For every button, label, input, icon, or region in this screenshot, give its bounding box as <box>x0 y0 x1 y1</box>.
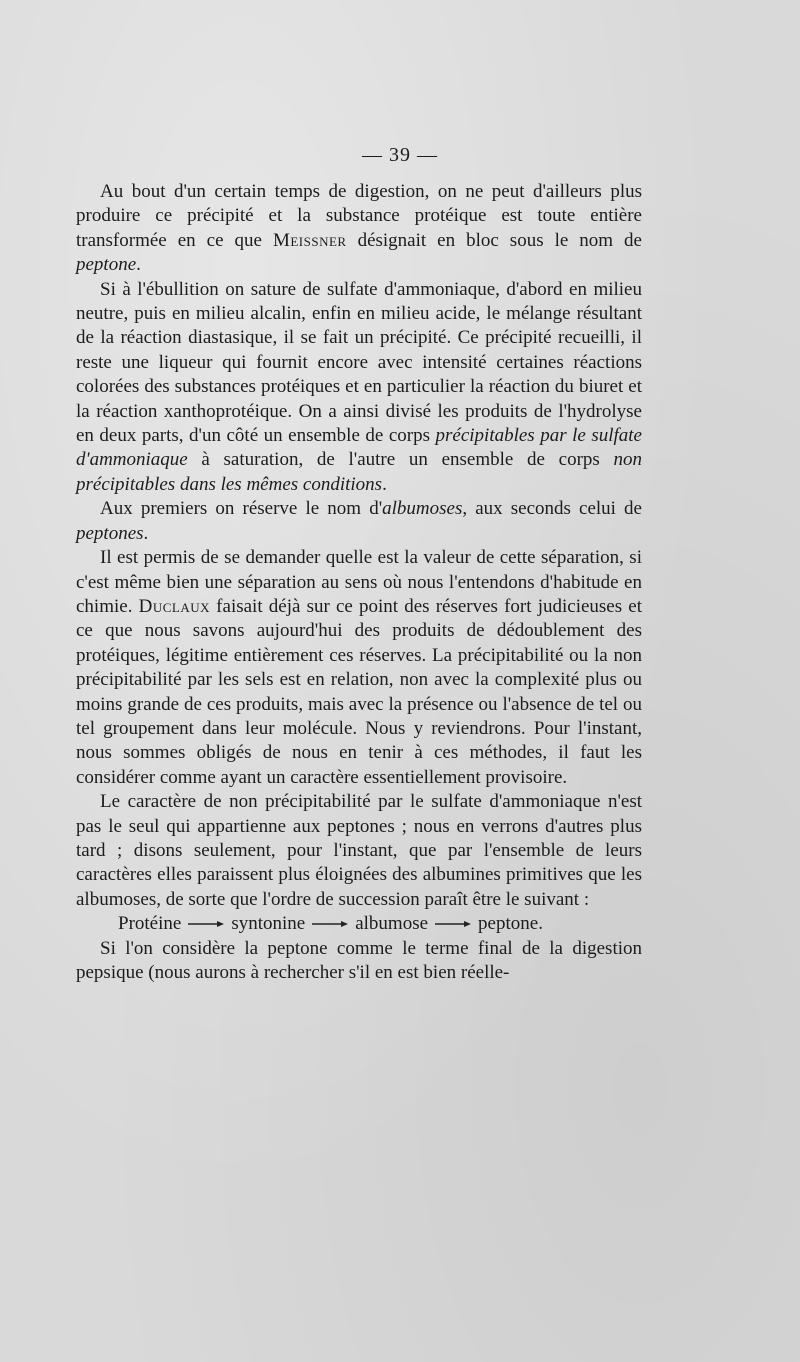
paragraph-4: Il est permis de se demander quelle est la valeur de cette séparation, si c'est même bien une séparation au sens où nous l'entendons d'habitude en chimie. Duclaux faisait déjà sur ce point des réserves fort judicieuses et ce que nous savons aujourd'hui des produits de dédoublement des protéiques, légitime entièrement ces réserves. La précipitabilité ou la non précipitabilité par les sels est en relation, non avec la complexité plus ou moins grande de ces produits, mais avec la présence ou l'absence de tel ou tel groupement dans leur molécule. Nous y reviendrons. Pour l'instant, nous sommes obligés de nous en tenir à ces méthodes, il faut les considérer comme ayant un caractère essentiellement provisoire. <box>76 547 643 788</box>
term-peptones: peptones <box>76 522 144 544</box>
page-number: — 39 — <box>362 144 438 166</box>
paragraph-6: Si l'on considère la peptone comme le terme final de la digestion pepsique (nous aurons à rechercher s'il en est bien réelle- <box>76 937 642 983</box>
term-peptone: peptone <box>76 254 137 276</box>
paragraph-5: Le caractère de non précipitabilité par le sulfate d'ammoniaque n'est pas le seul qui appartienne aux peptones ; nous en verrons d'autres plus tard ; disons seulement, pour l'instant, que par l'ensemble de leurs caractères elles paraissent plus éloignées des albumines primitives que les albumoses, de sorte que l'ordre de succession paraît être le suivant : <box>76 791 642 910</box>
emphasis-non-precipitables: non précipitables dans les mêmes conditions <box>76 449 642 495</box>
succession-formula <box>76 912 642 936</box>
author-name-meissner: Meissner <box>272 229 347 251</box>
formula-term-syntonine: syntonine <box>231 913 306 935</box>
paragraph-2: Si à l'ébullition on sature de sulfate d'ammoniaque, d'abord en milieu neutre, puis en milieu alcalin, enfin en milieu acide, le mélange résultant de la réaction diastasique, il se fait un précipité. Ce précipité recueilli, il reste une liqueur qui fournit encore avec intensité certaines réactions colorées des substances protéiques et en particulier la réaction du biuret et la réaction xanthoprotéique. On a ainsi divisé les produits de l'hydrolyse en deux parts, d'un côté un ensemble de corps précipitables par le sulfate d'ammoniaque à saturation, de l'autre un ensemble de corps non précipitables dans les mêmes conditions. <box>76 278 642 495</box>
emphasis-precipitables: précipitables par le sulfate d'ammoniaque <box>76 425 642 471</box>
formula-term-proteine: Protéine <box>118 913 182 935</box>
arrow-right-icon <box>434 919 472 929</box>
body-text <box>76 180 642 985</box>
formula-term-albumose: albumose <box>355 913 429 935</box>
arrow-right-icon <box>187 919 225 929</box>
paragraph-3: Aux premiers on réserve le nom d'albumoses, aux seconds celui de peptones. <box>76 498 642 544</box>
paragraph-1: Au bout d'un certain temps de digestion, on ne peut d'ailleurs plus produire ce précipité et la substance protéique est toute entière transformée en ce que Meissner désignait en bloc sous le nom de peptone. <box>76 181 642 276</box>
term-albumoses: albumoses <box>382 498 463 520</box>
author-name-duclaux: Duclaux <box>138 595 211 617</box>
formula-term-peptone: peptone. <box>478 913 543 935</box>
arrow-right-icon <box>311 919 349 929</box>
